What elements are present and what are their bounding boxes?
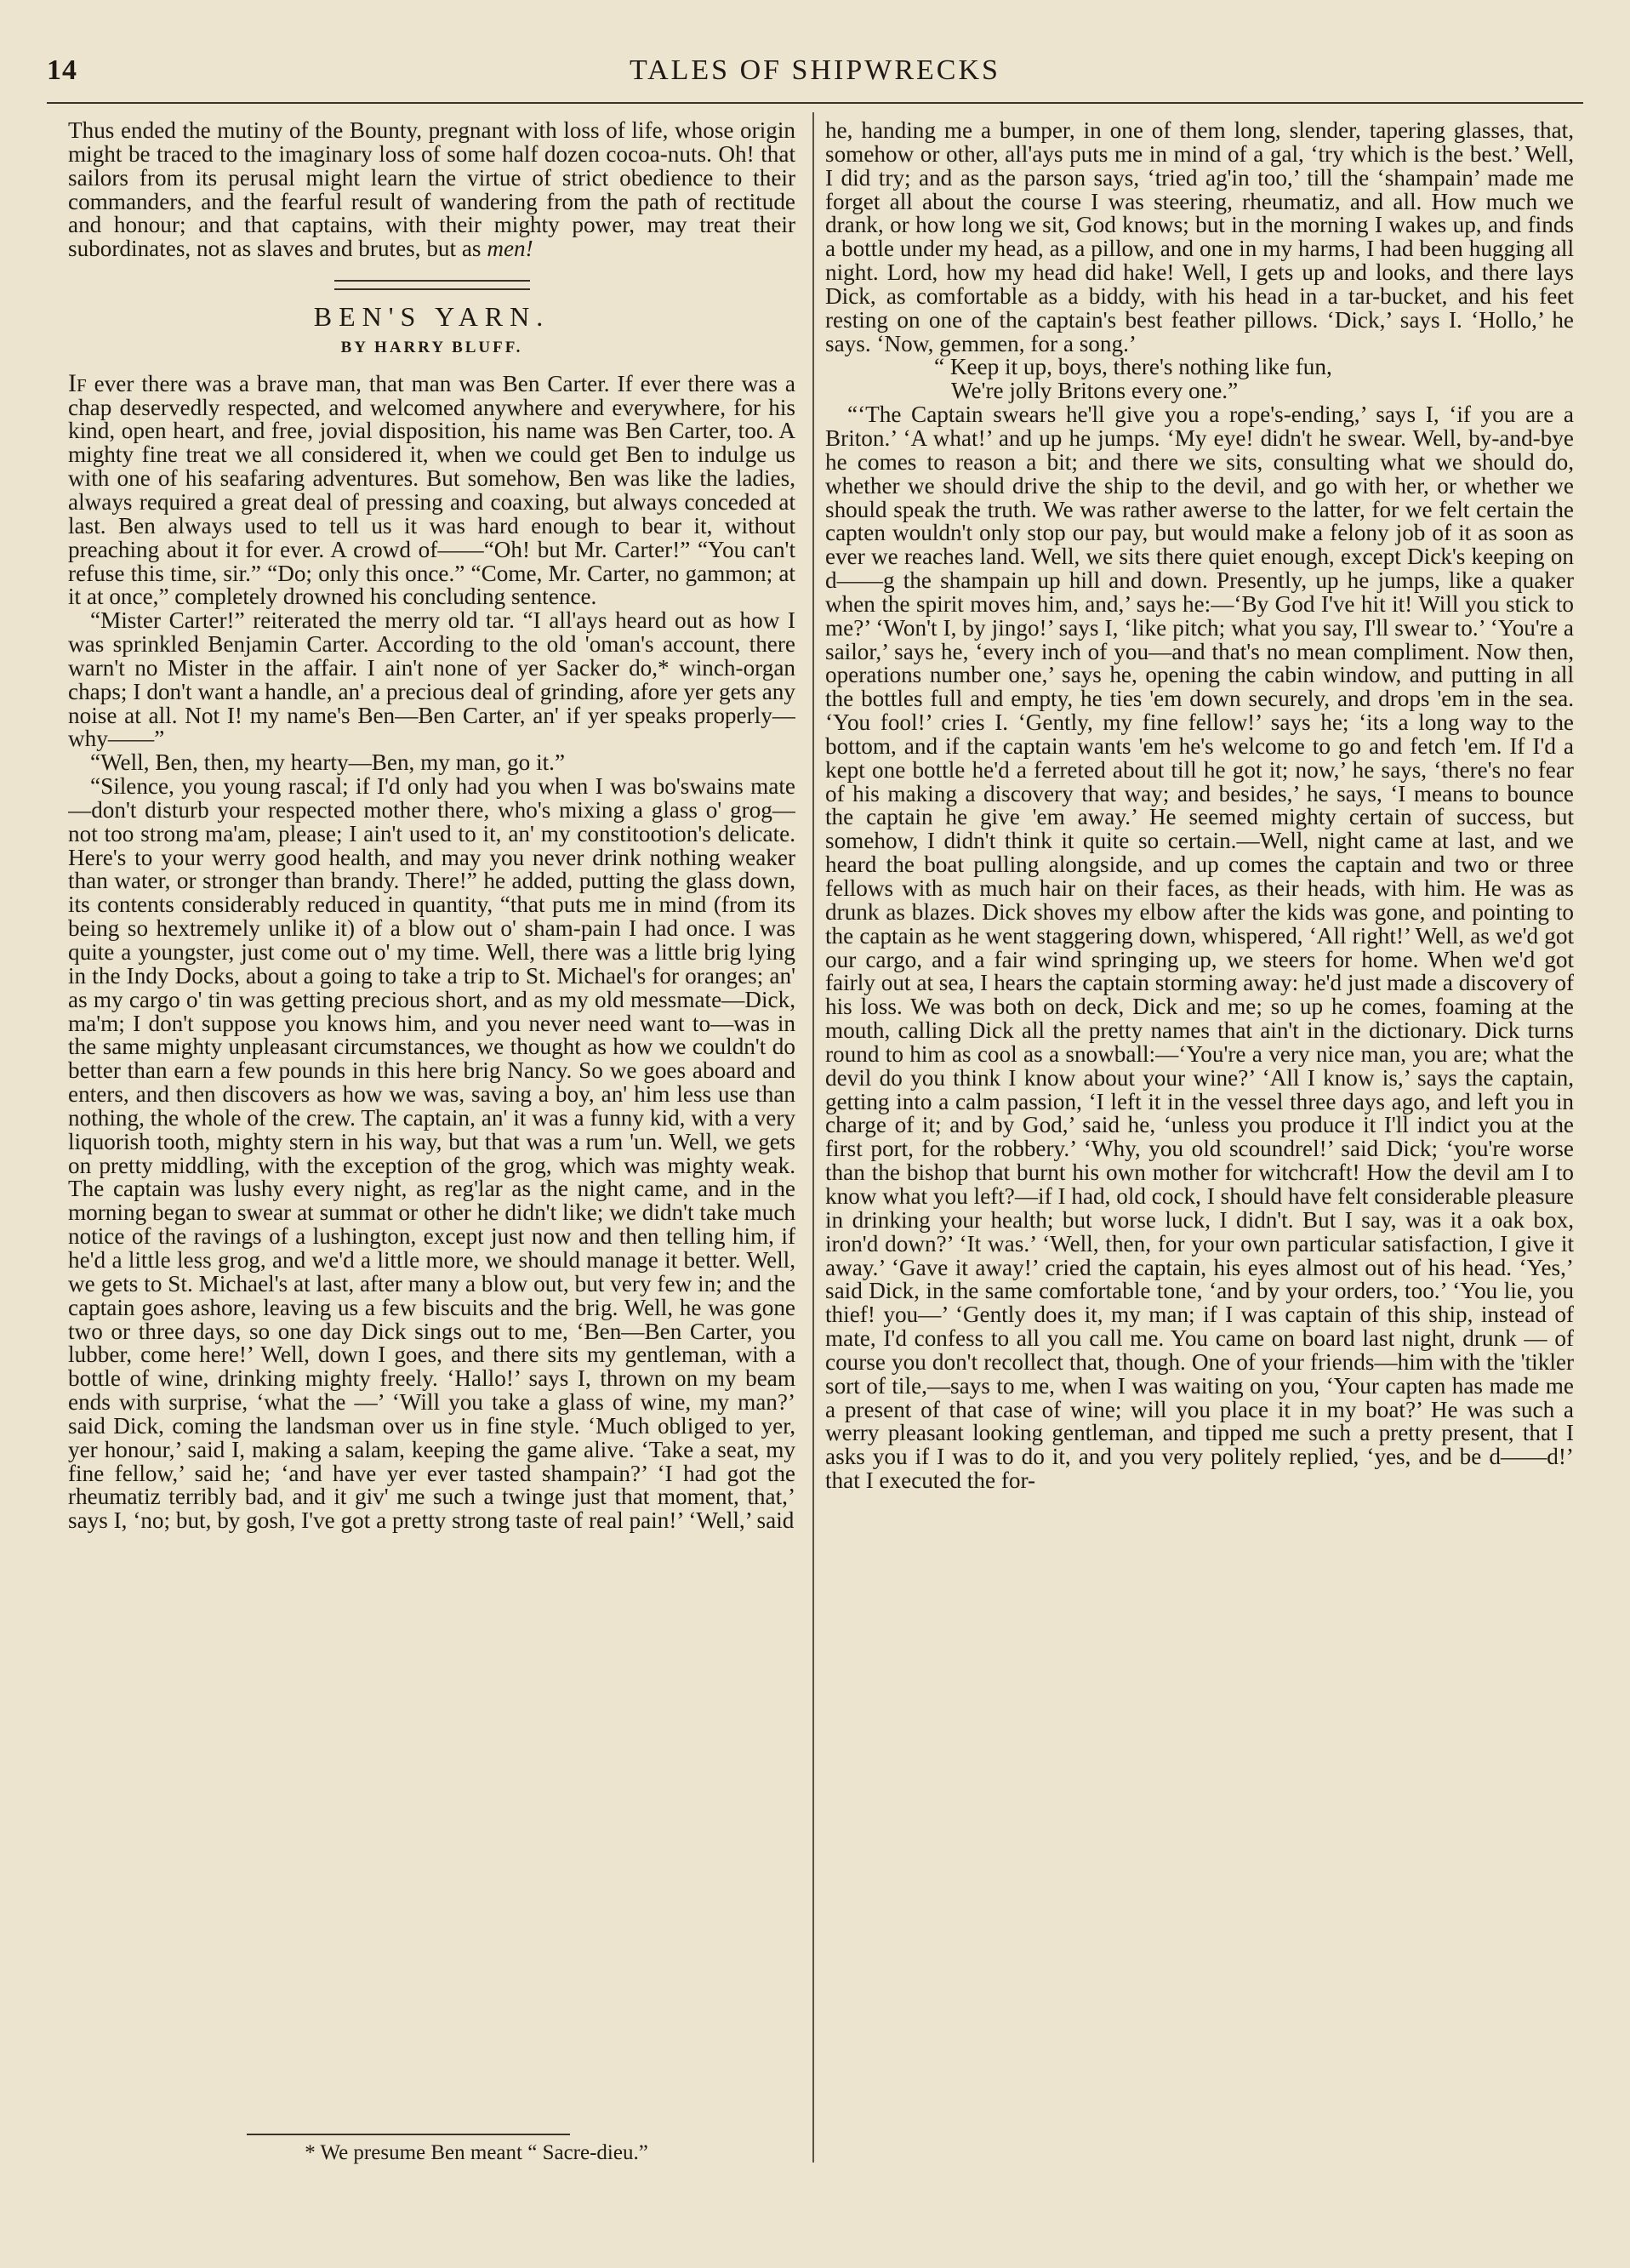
story-paragraph: “‘The Captain swears he'll give you a rope's-ending,’ says I, ‘if you are a Briton.’ ‘A what!’ and up he jumps. ‘My eye! didn't he swear. Well, by-and-bye he comes to reason a bit; and there we sits, consulting what we should do, whether we should drive the ship to the devil, and go with her, or whether we should speak the truth. We was rather awerse to the latter, for we felt certain the capten wouldn't only stop our pay, but would make a felony job of it as soon as ever we reaches land. Well, we sits there quiet enough, except Dick's keeping on d——g the shampain up hill and down. Presently, up he jumps, like a quaker when the spirit moves him, and,’ says he:—‘By God I've hit it! Will you stick to me?’ ‘Won't I, by jingo!’ says I, ‘like pitch; what you say, I'll swear to.’ ‘You're a sailor,’ says he, ‘every inch of you—and that's no mean compliment. Now then, operations number one,’ says he, opening the cabin window, and putting in all the bottles full and empty, he ties 'em down securely, and drops 'em in the sea. ‘You fool!’ cries I. ‘Gently, my fine fellow!’ says he; ‘its a long way to the bottom, and if the captain wants 'em he's welcome to go and fetch 'em. If I'd a kept one bottle he'd a ferreted about till he got it; now,’ he says, ‘there's no fear of his making a discovery that way; and besides,’ he says, ‘I means to bounce the captain he give 'em away.’ He seemed mighty certain of success, but somehow, I didn't think it quite so certain.—Well, night came at last, and we heard the boat pulling alongside, and up comes the captain and two or three fellows with as much hair on their faces, as their heads, with him. He was as drunk as blazes. Dick shoves my elbow after the kids was gone, and pointing to the captain as he went staggering down, whispered, ‘All right!’ Well, as we'd got our cargo, and a fair wind springing up, we steers for home. When we'd got fairly out at sea, I hears the captain storming away: he'd just made a discovery of his loss. We was both on deck, Dick and me; so up he comes, foaming at the mouth, calling Dick all the pretty names that ain't in the dictionary. Dick turns round to him as cool as a snowball:—‘You're a very nice man, you are; what the devil do you think I know about your wine?’ ‘All I know is,’ says the captain, getting into a calm passion, ‘I left it in the vessel three days ago, and left you in charge of it; and by God,’ said he, ‘unless you produce it I'll indict you at the first port, for the robbery.’ ‘Why, you old scoundrel!’ said Dick; ‘you're worse than the bishop that burnt his own mother for witchcraft! How the devil am I to know what you left?—if I had, old cock, I should have felt considerable pleasure in drinking your health; but worse luck, I didn't. But I say, was it a oak box, iron'd down?’ ‘It was.’ ‘Well, then, for your own particular satisfaction, I give it away.’ ‘Gave it away!’ cried the captain, his eyes almost out of his head. ‘Yes,’ said Dick, in the same comfortable tone, ‘and by your orders, too.’ ‘You lie, you thief! you—’ ‘Gently does it, my man; if I was captain of this ship, instead of mate, I'd confess to all you call me. You came on board last night, drunk — of course you don't recollect that, though. One of your friends—him with the 'tikler sort of tile,—says to me, when I was waiting on you, ‘Your capten has made me a present of that case of wine; will you place it in my boat?’ He was such a werry pleasant looking gentleman, and tipped me such a pretty present, that I asks you if I was to do it, and you very politely replied, ‘yes, and be d——d!’ that I executed the for- [825, 402, 1574, 1494]
story-paragraph: “Silence, you young rascal; if I'd only had you when I was bo'swains mate—don't disturb your respected mother there, who's mixing a glass o' grog—not too strong ma'am, please; I ain't used to it, an' my constitootion's delicate. Here's to your werry good health, and may you never drink nothing weaker than water, or stronger than brandy. There!” he added, putting the glass down, its contents considerably reduced in quantity, “that puts me in mind (from its being so hextremely unlike it) of a blow out o' sham-pain I had once. I was quite a youngster, just come out o' my time. Well, there was a little brig lying in the Indy Docks, about a going to take a trip to St. Michael's for oranges; an' as my cargo o' tin was getting precious short, and as my old messmate—Dick, ma'm; I don't suppose you knows him, and you never need want to—was in the same mighty unpleasant circumstances, we thought as how we couldn't do better than earn a few pounds in this here brig Nancy. So we goes aboard and enters, and then discovers as how we was, saving a boy, an' him less use than nothing, the whole of the crew. The captain, an' it was a funny kid, with a very liquorish tooth, mighty stern in his way, but that was a rum 'un. Well, we gets on pretty middling, with the exception of the grog, which was mighty weak. The captain was lushy every night, as reg'lar as the night came, and in the morning began to swear at summat or other he didn't like; we didn't take much notice of the ravings of a lushington, except just now and then telling him, if he'd a little less grog, and we'd a little more, we should manage it better. Well, we gets to St. Michael's at last, after many a blow out, but very few in; and the captain goes ashore, leaving us a few biscuits and the brig. Well, he was gone two or three days, so one day Dick sings out to me, ‘Ben—Ben Carter, you lubber, come here!’ Well, down I goes, and there sits my gentleman, with a bottle of wine, drinking mighty freely. ‘Hallo!’ says I, thrown on my beam ends with surprise, ‘what the —’ ‘Will you take a glass of wine, my man?’ said Dick, coming the landsman over us in fine style. ‘Much obliged to yer, yer honour,’ said I, making a salam, keeping the game alive. ‘Take a seat, my fine fellow,’ said he; ‘and have yer ever tasted shampain?’ ‘I had got the rheumatiz terribly bad, and it giv' me such a twinge just that moment, that,’ says I, ‘no; but, by gosh, I've got a pretty strong taste of real pain!’ ‘Well,’ said [68, 773, 795, 1534]
footnote-rule [247, 2134, 570, 2135]
byline: BY HARRY BLUFF. [340, 338, 523, 356]
intro-italic-end: men! [487, 236, 533, 262]
story-paragraph: “Mister Carter!” reiterated the merry old tar. “I all'ays heard out as how I was sprinkled Benjamin Carter. According to the old 'oman's account, there warn't no Mister in the affair. I ain't none of yer Sacker do,* winch-organ chaps; I don't want a handle, an' a precious deal of grinding, afore yer gets any noise at all. Not I! my name's Ben—Ben Carter, an' if yer speaks properly—why——” [68, 607, 795, 752]
running-title: TALES OF SHIPWRECKS [630, 54, 1000, 86]
story-title: BEN'S YARN. [313, 301, 550, 333]
page-header [47, 49, 1583, 92]
story-paragraph: If ever there was a brave man, that man was Ben Carter. If ever there was a chap deservedly respected, and welcomed anywhere and everywhere, for his kind, open heart, and free, jovial disposition, his name was Ben Carter, too. A mighty fine treat we all considered it, when we could get Ben to indulge us with one of his seafaring adventures. But somehow, Ben was like the ladies, always required a great deal of pressing and coaxing, but always conceded at last. Ben always used to tell us it was hard enough to bear it, without preaching about it for ever. A crowd of——“Oh! but Mr. Carter!” “You can't refuse this time, sir.” “Do; only this once.” “Come, Mr. Carter, no gammon; at it at once,” completely drowned his concluding sentence. [68, 368, 795, 610]
drop-cap: If [68, 368, 87, 397]
verse-line: We're jolly Britons every one.” [951, 378, 1239, 404]
verse-line: “ Keep it up, boys, there's nothing like fun, [934, 354, 1332, 380]
intro-paragraph: Thus ended the mutiny of the Bounty, pregnant with loss of life, whose origin might be traced to the imaginary loss of some half dozen cocoa-nuts. Oh! that sailors from its perusal might learn the virtue of strict obedience to their commanders, and the fearful result of wandering from the path of rectitude and honour; and that captains, with their mighty power, may treat their subordinates, not as slaves and brutes, but as men! [68, 119, 795, 262]
header-rule [47, 102, 1583, 104]
title-rule-top [334, 280, 530, 282]
right-column [825, 119, 1574, 2229]
song-verse [825, 356, 1574, 403]
page-number: 14 [47, 54, 77, 86]
story-paragraph: “Well, Ben, then, my hearty—Ben, my man, go it.” [90, 749, 566, 776]
column-divider [812, 112, 814, 2163]
left-column [68, 119, 795, 2229]
story-paragraph: he, handing me a bumper, in one of them long, slender, tapering glasses, that, somehow or other, all'ays puts me in mind of a gal, ‘try which is the best.’ Well, I did try; and as the parson says, ‘tried ag'in too,’ till the ‘shampain’ made me forget all about the course I was steering, rheumatiz, and all. How much we drank, or how long we sit, God knows; but in the morning I wakes up, and finds a bottle under my head, as a pillow, and one in my harms, I had been hugging all night. Lord, how my head did hake! Well, I gets up and looks, and there lays Dick, as comfortable as a biddy, with his head in a tar-bucket, and his feet resting on one of the captain's best feather pillows. ‘Dick,’ says I. ‘Hollo,’ he says. ‘Now, gemmen, for a song.’ [825, 119, 1574, 356]
footnote: * We presume Ben meant “ Sacre-dieu.” [305, 2141, 648, 2164]
title-rule-bottom [334, 288, 530, 290]
